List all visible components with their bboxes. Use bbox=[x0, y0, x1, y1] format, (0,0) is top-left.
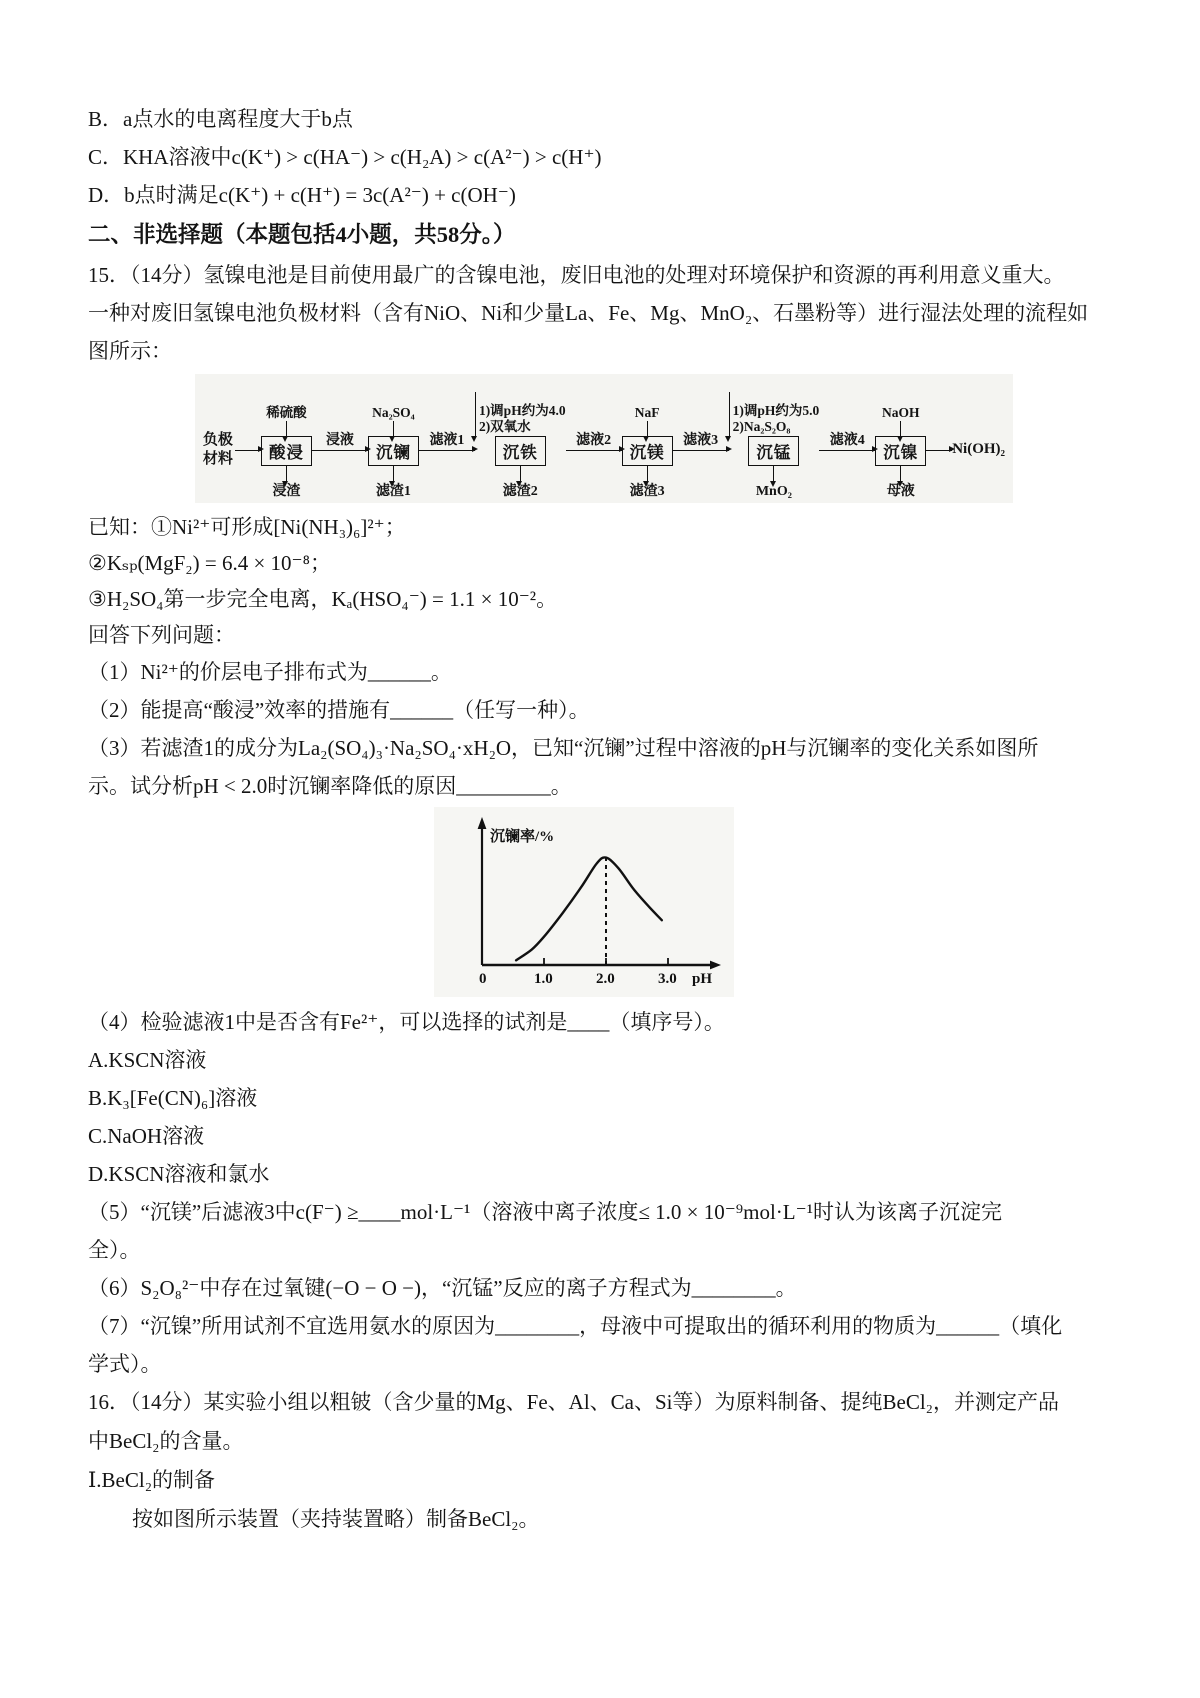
flow-input-label bbox=[733, 403, 820, 436]
flow-arrow-icon bbox=[419, 433, 475, 451]
q15-item-4: （4）检验滤液1中是否含有Fe²⁺，可以选择的试剂是____（填序号）。 bbox=[88, 1010, 725, 1034]
flow-stage bbox=[368, 378, 419, 501]
flow-output-label: 滤渣3 bbox=[629, 484, 665, 499]
chart-dynamic-content bbox=[479, 827, 712, 987]
down-arrow-icon bbox=[729, 392, 730, 436]
chart-curve bbox=[516, 857, 662, 960]
q16-part1-header: Ⅰ.BeCl₂的制备 bbox=[88, 1468, 216, 1492]
flow-stage-output-zone bbox=[503, 466, 538, 501]
flow-source-label: 负极材料 bbox=[202, 432, 233, 467]
down-arrow-icon bbox=[475, 392, 476, 436]
down-arrow-icon bbox=[773, 466, 774, 481]
q15-item-4-option-a: A.KSCN溶液 bbox=[88, 1048, 207, 1072]
flow-input-line: 1)调pH约为4.0 bbox=[478, 403, 566, 418]
flow-input-line: 1)调pH约为5.0 bbox=[732, 403, 820, 418]
flow-stage-input-zone bbox=[729, 378, 820, 436]
flow-stage-box: 沉镁 bbox=[622, 436, 673, 466]
flow-input-line: 2)Na₂S₂O₈ bbox=[732, 419, 791, 434]
q16-part1-line: 按如图所示装置（夹持装置略）制备BeCl₂。 bbox=[132, 1507, 540, 1531]
down-arrow-icon bbox=[393, 421, 394, 436]
q14-option-d: D．b点时满足c(K⁺) + c(H⁺) = 3c(A²⁻) + c(OH⁻) bbox=[88, 183, 516, 207]
flow-stage-output-zone bbox=[272, 466, 300, 501]
flow-stage bbox=[875, 378, 926, 501]
flow-stage-box: 酸浸 bbox=[261, 436, 312, 466]
q15-item-3-line1: （3）若滤渣1的成分为La₂(SO₄)₃·Na₂SO₄·xH₂O，已知“沉镧”过程中溶液的pH与沉镧率的变化关系如图所 bbox=[88, 736, 1039, 760]
flow-input-group bbox=[475, 392, 566, 436]
q15-item-5-line2: 全）。 bbox=[88, 1238, 141, 1262]
chart-x-tick-label: 1.0 bbox=[534, 971, 553, 987]
flow-final-product-label: Ni(OH)₂ bbox=[952, 441, 1006, 457]
q14-option-b: B．a点水的电离程度大于b点 bbox=[88, 107, 353, 131]
down-arrow-icon bbox=[393, 466, 394, 481]
flow-stage bbox=[475, 378, 566, 501]
flow-arrow-label: 浸液 bbox=[325, 433, 354, 448]
flow-stage-input-zone bbox=[372, 378, 415, 436]
flow-stage-box: 沉镧 bbox=[368, 436, 419, 466]
flow-stage-input-zone bbox=[635, 378, 660, 436]
chart-x-axis-label: pH bbox=[692, 971, 713, 987]
flow-output-label: 滤渣2 bbox=[502, 484, 538, 499]
q15-known-1: 已知：①Ni²⁺可形成[Ni(NH₃)₆]²⁺； bbox=[88, 515, 406, 539]
chart-x-tick-label: 0 bbox=[479, 971, 487, 987]
flow-input-label: Na₂SO₄ bbox=[372, 405, 415, 420]
flow-input-group bbox=[729, 392, 820, 436]
flow-stage-box: 沉镍 bbox=[875, 436, 926, 466]
flow-stage-output-zone bbox=[756, 466, 792, 501]
flow-arrow-icon bbox=[926, 450, 952, 451]
flow-stage-input-zone bbox=[475, 378, 566, 436]
process-flowchart-row bbox=[88, 374, 1120, 503]
flow-input-label: NaOH bbox=[881, 405, 920, 420]
flow-arrow-label: 滤液4 bbox=[829, 433, 865, 448]
down-arrow-icon bbox=[286, 421, 287, 436]
process-flowchart bbox=[195, 374, 1013, 503]
chart-x-tick-label: 2.0 bbox=[596, 971, 615, 987]
q14-option-c: C．KHA溶液中c(K⁺) > c(HA⁻) > c(H₂A) > c(A²⁻) > c(H⁺) bbox=[88, 145, 602, 169]
q15-item-5-line1: （5）“沉镁”后滤液3中c(F⁻) ≥____mol·L⁻¹（溶液中离子浓度≤ 1.0 × 10⁻⁹mol·L⁻¹时认为该离子沉淀完 bbox=[88, 1200, 1003, 1224]
flow-arrow-icon bbox=[312, 433, 368, 451]
q15-intro-line1: 15．（14分）氢镍电池是目前使用最广的含镍电池，废旧电池的处理对环境保护和资源的再利用意义重大。 bbox=[88, 263, 1065, 287]
flow-stage bbox=[729, 378, 820, 501]
q15-answer-prompt: 回答下列问题： bbox=[88, 623, 235, 647]
q15-item-4-option-b: B.K₃[Fe(CN)₆]溶液 bbox=[88, 1086, 258, 1110]
flow-stage bbox=[622, 378, 673, 501]
flow-output-label: 浸渣 bbox=[272, 484, 301, 499]
q15-item-7-line2: 学式）。 bbox=[88, 1352, 162, 1376]
flow-arrow-icon bbox=[235, 450, 261, 451]
down-arrow-icon bbox=[647, 421, 648, 436]
flow-stage-output-zone bbox=[887, 466, 915, 501]
q15-item-2: （2）能提高“酸浸”效率的措施有______（任写一种）。 bbox=[88, 698, 590, 722]
down-arrow-icon bbox=[286, 466, 287, 481]
flow-output-label: 母液 bbox=[886, 484, 915, 499]
flow-arrow-icon bbox=[566, 433, 622, 451]
flow-arrow-label: 滤液1 bbox=[429, 433, 465, 448]
q15-intro-line2: 一种对废旧氢镍电池负极材料（含有NiO、Ni和少量La、Fe、Mg、MnO₂、石墨粉等）进行湿法处理的流程如 bbox=[88, 301, 1089, 325]
q15-intro-line3: 图所示： bbox=[88, 339, 172, 363]
lanthanum-precipitation-chart bbox=[434, 807, 734, 997]
q15-item-7-line1: （7）“沉镍”所用试剂不宜选用氨水的原因为________，母液中可提取出的循环利用的物质为______（填化 bbox=[88, 1314, 1063, 1338]
ph-chart-row bbox=[434, 807, 1120, 1003]
q15-item-3-line2: 示。试分析pH < 2.0时沉镧率降低的原因_________。 bbox=[88, 774, 572, 798]
flow-output-label: 滤渣1 bbox=[375, 484, 411, 499]
flow-arrow-icon bbox=[819, 433, 875, 451]
flow-stage-input-zone bbox=[882, 378, 920, 436]
q15-item-1: （1）Ni²⁺的价层电子排布式为______。 bbox=[88, 660, 452, 684]
section-two-header: 二、非选择题（本题包括4小题，共58分。） bbox=[88, 222, 516, 247]
flow-stage-input-zone bbox=[266, 378, 307, 436]
chart-x-tick-label: 3.0 bbox=[658, 971, 677, 987]
q15-item-4-option-d: D.KSCN溶液和氯水 bbox=[88, 1162, 270, 1186]
flow-arrow-label: 滤液2 bbox=[576, 433, 612, 448]
flow-input-label: NaF bbox=[634, 405, 660, 420]
down-arrow-icon bbox=[900, 466, 901, 481]
q15-known-2: ②Kₛₚ(MgF₂) = 6.4 × 10⁻⁸； bbox=[88, 551, 331, 575]
flow-input-label: 稀硫酸 bbox=[266, 405, 307, 420]
flow-stage bbox=[261, 378, 312, 501]
down-arrow-icon bbox=[900, 421, 901, 436]
flow-stage-box: 沉锰 bbox=[748, 436, 799, 466]
chart-y-axis-label: 沉镧率/% bbox=[490, 829, 555, 845]
q15-item-4-option-c: C.NaOH溶液 bbox=[88, 1124, 205, 1148]
q16-intro-line2: 中BeCl₂的含量。 bbox=[88, 1429, 244, 1453]
flow-stage-box: 沉铁 bbox=[495, 436, 546, 466]
flow-output-label: MnO₂ bbox=[755, 484, 792, 499]
flow-stage-output-zone bbox=[630, 466, 665, 501]
flow-arrow-label: 滤液3 bbox=[683, 433, 719, 448]
flow-input-line: 2)双氧水 bbox=[478, 419, 531, 434]
q16-intro-line1: 16．（14分）某实验小组以粗铍（含少量的Mg、Fe、Al、Ca、Si等）为原料制备、提纯BeCl₂，并测定产品 bbox=[88, 1390, 1060, 1414]
q15-item-6: （6）S₂O₈²⁻中存在过氧键(−O − O −)，“沉锰”反应的离子方程式为________。 bbox=[88, 1276, 797, 1300]
flow-arrow-icon bbox=[673, 433, 729, 451]
flow-input-label bbox=[479, 403, 566, 436]
q15-known-3: ③H₂SO₄第一步完全电离，Kₐ(HSO₄⁻) = 1.1 × 10⁻²。 bbox=[88, 587, 558, 611]
down-arrow-icon bbox=[520, 466, 521, 481]
flow-stage-output-zone bbox=[376, 466, 411, 501]
down-arrow-icon bbox=[647, 466, 648, 481]
